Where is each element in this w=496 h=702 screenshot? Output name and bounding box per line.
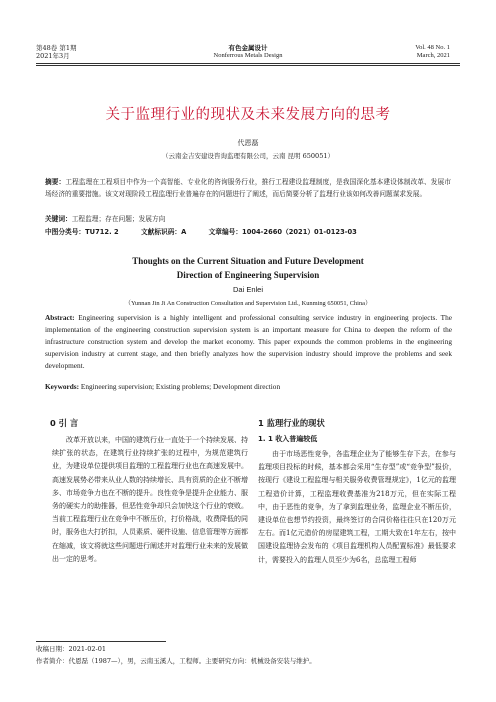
journal-name-cn: 有色金属设计 xyxy=(228,44,268,52)
abstract-en-label: Abstract: xyxy=(45,313,75,322)
header-rule xyxy=(36,63,460,64)
abstract-cn xyxy=(45,176,451,200)
title-en xyxy=(0,254,496,282)
clc-number: 中图分类号：TU712. 2 xyxy=(45,228,119,236)
section-0-heading: 0 引 言 xyxy=(50,418,79,428)
author-en: Dai Enlei xyxy=(232,285,263,294)
date-en: March, 2021 xyxy=(416,52,450,59)
section-1-heading: 1 监理行业的现状 xyxy=(258,418,325,428)
keywords-cn-label: 关键词： xyxy=(45,215,72,223)
footnote-rule xyxy=(36,641,166,642)
keywords-en-text: Engineering supervision; Existing problems; Development direction xyxy=(79,382,281,391)
abstract-en xyxy=(45,312,452,372)
author-bio: 作者简介：代恩磊（1987—），男，云南玉溪人，工程师。主要研究方向：机械设备安装与维护。 xyxy=(36,657,316,665)
author-cn: 代恩磊 xyxy=(237,139,259,147)
classification-line xyxy=(45,226,451,238)
received-date: 收稿日期：2021-02-01 xyxy=(36,645,106,653)
section-0-body xyxy=(52,434,248,566)
issue-date: 2021年3月 xyxy=(36,52,70,60)
article-id: 文章编号：1004-2660（2021）01-0123-03 xyxy=(208,228,357,236)
title-en-line1: Thoughts on the Current Situation and Future Development xyxy=(132,256,364,266)
keywords-cn-text: 工程监理；存在问题；发展方向 xyxy=(71,215,166,223)
keywords-en xyxy=(45,381,452,393)
journal-volume-en xyxy=(415,44,450,60)
header-rule-thin xyxy=(36,65,460,66)
abstract-en-text: Engineering supervision is a highly intelligent and professional consulting service industry in engineering projects. The implementation of the engineering construction supervision system is an important measure for China to deepen the reform of the infrastructure construction system and develop the market economy. This paper expounds the common problems in the engineering supervision industry at current stage, and then briefly analyzes how the supervision industry should improve the problems and seek development. xyxy=(45,313,452,370)
title-cn: 关于监理行业的现状及未来发展方向的思考 xyxy=(105,107,391,123)
affiliation-en: （Yunnan Jin Ji An Construction Consultation and Supervision Ltd., Kunming 650051, China） xyxy=(124,300,372,307)
journal-name-en: Nonferrous Metals Design xyxy=(213,52,283,59)
abstract-cn-label: 摘要： xyxy=(45,178,66,186)
document-code: 文献标识码：A xyxy=(140,228,187,236)
keywords-cn xyxy=(45,213,451,225)
abstract-cn-text: 工程监理在工程项目中作为一个高智能、专业化的咨询服务行业，推行工程建设监理制度，是我国深化基本建设体制改革、发展市场经济的重要措施。该文对现阶段工程监理行业普遍存在的问题进行了阐述，而后简要分析了监理行业该如何改善问题谋求发展。 xyxy=(45,178,452,198)
volume-number-en: Vol. 48 No. 1 xyxy=(415,44,450,51)
keywords-en-label: Keywords: xyxy=(45,382,80,391)
title-en-line2: Direction of Engineering Supervision xyxy=(176,270,320,280)
section-1-1-body xyxy=(258,448,456,567)
section-1-1-paragraph: 由于市场恶性竞争，各监理企业为了能够生存下去，在参与监理项目投标的时候，基本都会采用“生存型”或“竞争型”报价，按现行《建设工程监理与相关服务收费管理规定》，1亿元的监理工程造价计算，工程监理收费基准为218万元，但在实际工程中，由于恶性的竞争，为了拿到监理业务，监理企业不断压价，建设单位也想节约投资，最终签订的合同价格往往只在120万元左右。而1亿元造价的房屋建筑工程，工期大致在1年左右，按中国建设监理协会发布的《项目监理机构人员配置标准》最低要求计，需要投入的监理人员至少为6名，总监理工程师 xyxy=(258,450,456,564)
volume-issue: 第48卷 第1期 xyxy=(36,44,77,52)
section-1-1-heading: 1. 1 收入普遍较低 xyxy=(258,435,318,443)
affiliation-cn: （云南金吉安建设咨询监理有限公司，云南 昆明 650051） xyxy=(162,152,334,160)
section-0-paragraph: 改革开放以来，中国的建筑行业一直处于一个持续发展、持续扩张的状态，在建筑行业持续扩张的过程中，为规范建筑行业，为建设单位提供项目监理的工程监理行业也在高速发展中。高速发展势必带来从业人数的持续增长、具有资质的企业不断增多、市场竞争力也在不断的提升。良性竞争是提升企业能力、服务的硬实力的助推器，但恶性竞争却只会加快这个行业的衰败。当前工程监理行业在竞争中不断压价，打价格战，收费降低的同时，服务也大打折扣，人员素质、硬件设施、信息管理等方面都在缩减，该文将就这些问题进行阐述并对监理行业未来的发展做出一定的思考。 xyxy=(52,436,248,563)
